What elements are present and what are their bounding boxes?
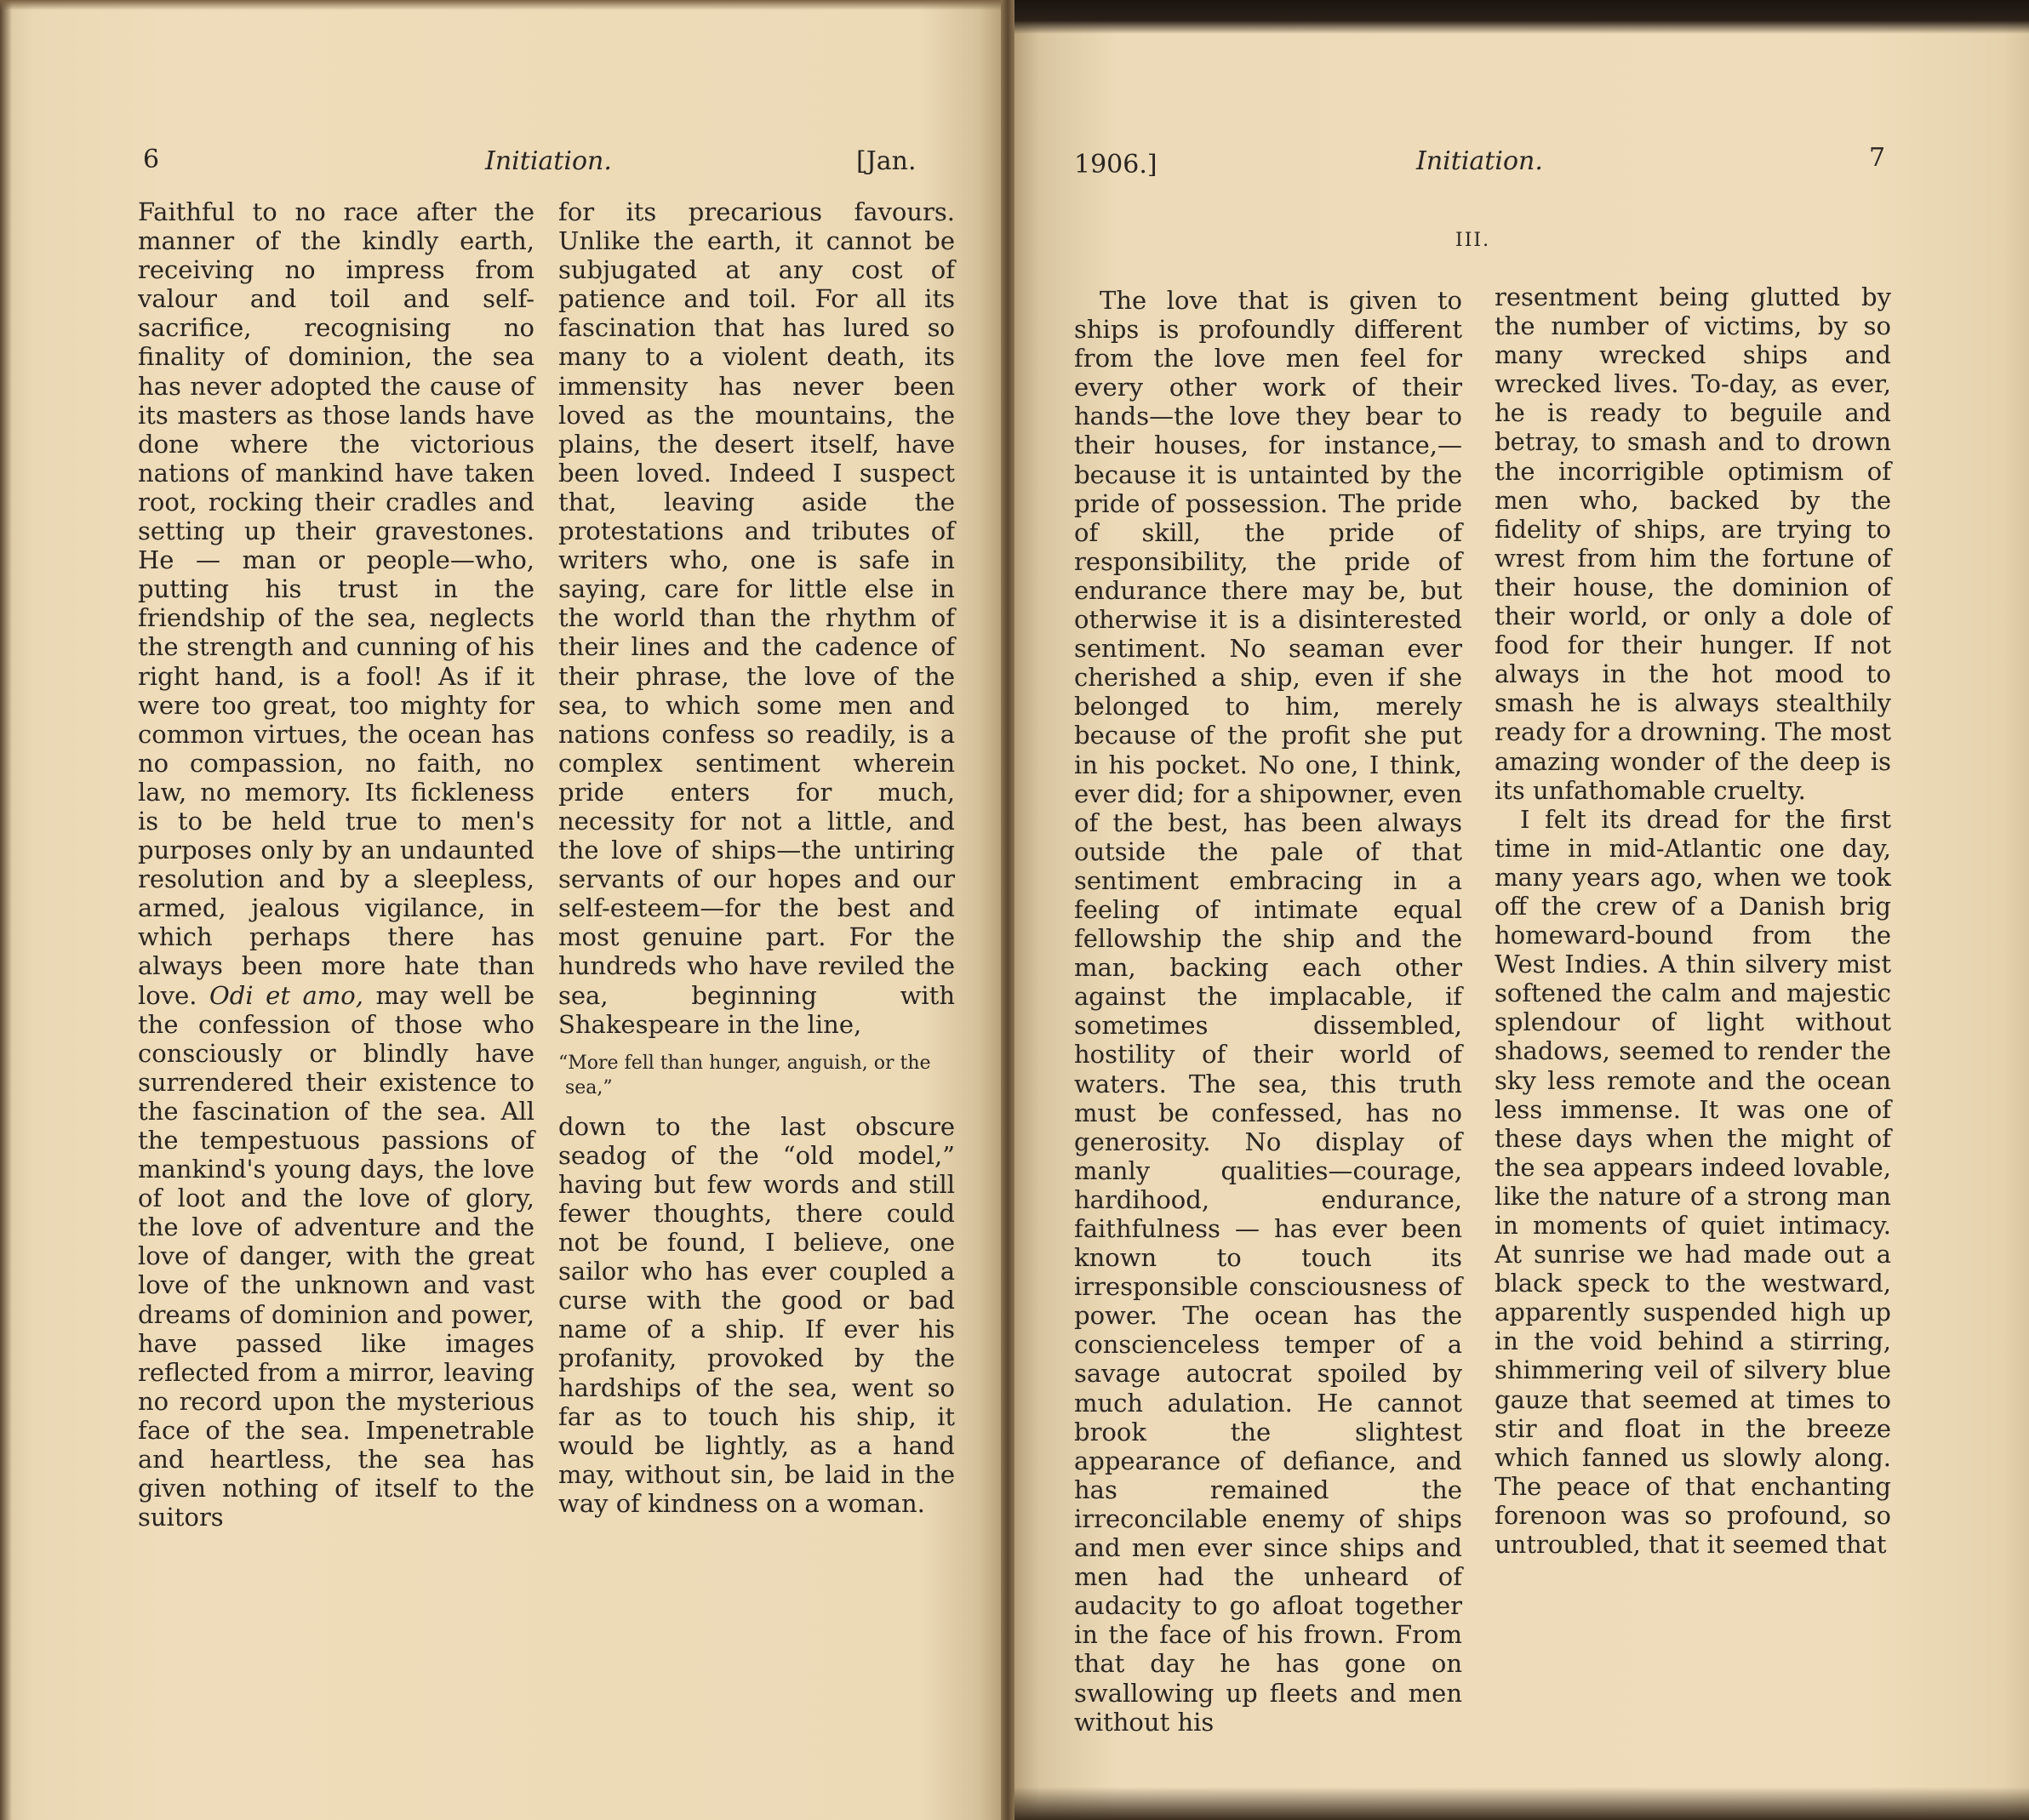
- paragraph: I felt its dread for the first time in mid-Atlantic one day, many years ago, when we took off the crew of a Danish brig homeward-bound from the West Indies. A thin silvery mist softened the calm and majestic splendour of light without shadows, seemed to render the sky less remote and the ocean less immense. It was one of these days when the might of the sea appears indeed lovable, like the nature of a strong man in moments of quiet intimacy. At sunrise we had made out a black speck to the westward, apparently suspended high up in the void behind a stirring, shimmering veil of silvery blue gauze that seemed at times to stir and float in the breeze which fanned us slowly along. The peace of that enchanting forenoon was so profound, so untroubled, that it seemed that: [1495, 804, 1891, 1560]
- paragraph-text: may well be the confession of those who consciously or blindly have surrendered their existence to the fascination of the sea. All the tempestuous passions of mankind's young days, the love of loot and the love of glory, the love of adventure and the love of danger, with the great love of the unknown and vast dreams of dominion and power, have passed like images reflected from a mirror, leaving no record upon the mysterious face of the sea. Impenetrable and heartless, the sea has given nothing of itself to the suitors: [138, 980, 534, 1532]
- date-tag: 1906.]: [1074, 150, 1157, 180]
- date-tag: [Jan.: [856, 146, 917, 176]
- block-quote: “More fell than hunger, anguish, or the sea,”: [558, 1052, 931, 1098]
- right-column-1: [1074, 286, 1462, 1737]
- book-gutter: [1001, 0, 1014, 1820]
- running-title: Initiation.: [1416, 146, 1543, 176]
- page-number: 6: [143, 145, 160, 174]
- page-edge-shadow: [0, 0, 12, 1820]
- page-number: 7: [1869, 143, 1886, 173]
- left-column-1: [138, 197, 534, 1532]
- paragraph: for its precarious favours. Unlike the earth, it cannot be subjugated at any cost of patience and toil. For all its fascination that has lured so many to a violent death, its immensity has never been loved as the mountains, the plains, the desert itself, have been loved. Indeed I suspect that, leaving aside the protestations and tributes of writers who, one is safe in saying, care for little else in the world than the rhythm of their lines and the cadence of their phrase, the love of the sea, to which some men and nations confess so readily, is a complex sentiment wherein pride enters for much, necessity for not a little, and the love of ships—the untiring servants of our hopes and our self-esteem—for the best and most genuine part. For the hundreds who have reviled the sea, beginning with Shakespeare in the line,: [558, 197, 955, 1039]
- page-top-shadow: [0, 0, 1001, 10]
- right-column-2: [1495, 282, 1891, 1559]
- paragraph: down to the last obscure seadog of the “old model,” having but few words and still fewer thoughts, there could not be found, I believe, one sailor who has ever coupled a curse with the good or bad name of a ship. If ever his profanity, provoked by the hardships of the sea, went so far as to touch his ship, it would be lightly, as a hand may, without sin, be laid in the way of kindness on a woman.: [558, 1111, 955, 1518]
- running-title: Initiation.: [485, 146, 612, 176]
- section-number: III.: [1455, 230, 1491, 251]
- page-bottom-shadow: [1014, 1787, 2029, 1820]
- left-page: [0, 0, 1001, 1820]
- right-page: [1014, 0, 2029, 1820]
- paragraph: resentment being glutted by the number of victims, by so many wrecked ships and wrecked lives. To-day, as ever, he is ready to beguile and betray, to smash and to drown the incorrigible optimism of men who, backed by the fidelity of ships, are trying to wrest from him the fortune of their house, the dominion of their world, or only a dole of food for their hunger. If not always in the hot mood to smash he is always stealthily ready for a drowning. The most amazing wonder of the deep is its unfathomable cruelty.: [1495, 282, 1891, 805]
- paragraph: The love that is given to ships is profoundly different from the love men feel for every other work of their hands—the love they bear to their houses, for instance,—because it is untainted by the pride of possession. The pride of skill, the pride of responsibility, the pride of endurance there may be, but otherwise it is a disinterested sentiment. No seaman ever cherished a ship, even if she belonged to him, merely because of the profit she put in his pocket. No one, I think, ever did; for a shipowner, even of the best, has been always outside the pale of that sentiment embracing in a feeling of intimate equal fellowship the ship and the man, backing each other against the implacable, if sometimes dissembled, hostility of their world of waters. The sea, this truth must be confessed, has no generosity. No display of manly qualities—courage, hardihood, endurance, faithfulness — has ever been known to touch its irresponsible consciousness of power. The ocean has the conscienceless temper of a savage autocrat spoiled by much adulation. He cannot brook the slightest appearance of defiance, and has remained the irreconcilable enemy of ships and men ever since ships and men had the unheard of audacity to go afloat together in the face of his frown. From that day he has gone on swallowing up fleets and men without his: [1074, 286, 1462, 1737]
- latin-quote: Odi et amo,: [209, 980, 363, 1010]
- paragraph-text: Faithful to no race after the manner of the kindly earth, receiving no impress from valour and toil and self-sacrifice, recognising no finality of dominion, the sea has never adopted the cause of its masters as those lands have done where the victorious nations of mankind have taken root, rocking their cradles and setting up their gravestones. He — man or people—who, putting his trust in the friendship of the sea, neglects the strength and cunning of his right hand, is a fool! As if it were too great, too mighty for common virtues, the ocean has no compassion, no faith, no law, no memory. Its fickleness is to be held true to men's purposes only by an undaunted resolution and by a sleepless, armed, jealous vigilance, in which perhaps there has always been more hate than love.: [138, 197, 534, 1010]
- left-column-2: [558, 197, 955, 1518]
- page-top-shadow: [1014, 0, 2029, 34]
